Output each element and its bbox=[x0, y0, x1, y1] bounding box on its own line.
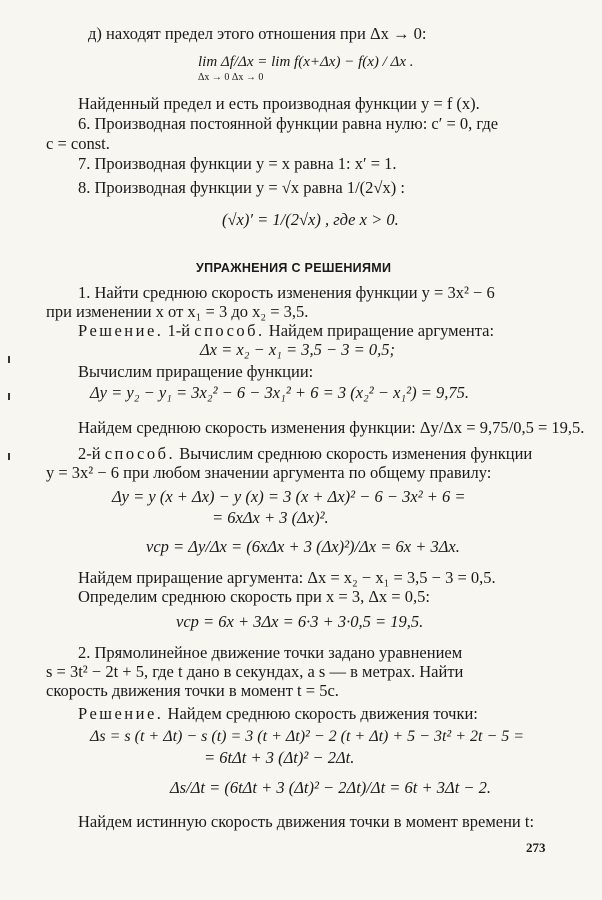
limit-subscript: Δx → 0 Δx → 0 bbox=[198, 72, 264, 83]
delta-y-formula: Δy = y₂ − y₁ = 3x₂² − 6 − 3x₁² + 6 = 3 (x₂² − x₁²) = 9,75. bbox=[90, 383, 469, 402]
limit-formula: lim Δf/Δx = lim f(x+Δx) − f(x) / Δx . bbox=[198, 54, 414, 70]
solution-1-line bbox=[78, 321, 494, 341]
derivative-definition-text: Найденный предел и есть производная функции y = f (x). bbox=[78, 94, 480, 113]
sqrt-derivative-formula: (√x)′ = 1/(2√x) , где x > 0. bbox=[222, 210, 399, 229]
step-d-text: д) находят предел этого отношения при Δx → 0: bbox=[88, 24, 427, 43]
scan-mark bbox=[8, 453, 10, 460]
scan-mark bbox=[8, 356, 10, 363]
exercise-2-continuation-2: скорость движения точки в момент t = 5c. bbox=[46, 681, 339, 700]
general-delta-y-result: = 6xΔx + 3 (Δx)². bbox=[212, 508, 329, 527]
average-velocity-formula: vср = Δy/Δx = (6xΔx + 3 (Δx)²)/Δx = 6x + 3Δx. bbox=[146, 537, 460, 556]
section-heading: УПРАЖНЕНИЯ С РЕШЕНИЯМИ bbox=[196, 261, 392, 275]
exercise-2-text: 2. Прямолинейное движение точки задано уравнением bbox=[78, 643, 463, 662]
solution-2-label: Решение. bbox=[78, 704, 164, 723]
average-velocity-text: Определим среднюю скорость при x = 3, Δx = 0,5: bbox=[78, 587, 430, 606]
method-2-line bbox=[78, 444, 532, 464]
method-2-continuation: y = 3x² − 6 при любом значении аргумента по общему правилу: bbox=[46, 463, 492, 482]
delta-s-formula: Δs = s (t + Δt) − s (t) = 3 (t + Δt)² − 2 (t + Δt) + 5 − 3t² + 2t − 5 = bbox=[90, 728, 525, 745]
scan-mark bbox=[8, 393, 10, 400]
rule-6-text: 6. Производная постоянной функции равна нулю: c′ = 0, где bbox=[78, 114, 499, 133]
exercise-1-text: 1. Найти среднюю скорость изменения функции y = 3x² − 6 bbox=[78, 283, 495, 302]
exercise-1-continuation: при изменении x от x₁ = 3 до x₂ = 3,5. bbox=[46, 302, 309, 321]
rule-8-text: 8. Производная функции y = √x равна 1/(2√x) : bbox=[78, 178, 405, 197]
average-velocity-value: vср = 6x + 3Δx = 6·3 + 3·0,5 = 19,5. bbox=[176, 612, 424, 631]
true-velocity-text: Найдем истинную скорость движения точки в момент времени t: bbox=[78, 812, 535, 831]
rule-6-continuation: c = const. bbox=[46, 134, 110, 153]
method-number: 1-й bbox=[167, 321, 191, 340]
exercise-2-continuation-1: s = 3t² − 2t + 5, где t дано в секундах, а s — в метрах. Найти bbox=[46, 662, 464, 681]
general-delta-y-formula: Δy = y (x + Δx) − y (x) = 3 (x + Δx)² − 6 − 3x² + 6 = bbox=[112, 487, 466, 506]
compute-increment-text: Вычислим приращение функции: bbox=[78, 362, 314, 381]
delta-s-result: = 6tΔt + 3 (Δt)² − 2Δt. bbox=[204, 748, 355, 767]
solution-1-text: Найдем приращение аргумента: bbox=[268, 321, 495, 340]
delta-x-formula: Δx = x₂ − x₁ = 3,5 − 3 = 0,5; bbox=[200, 340, 396, 359]
rule-7-text: 7. Производная функции y = x равна 1: x′ = 1. bbox=[78, 154, 397, 173]
method-2-number: 2-й bbox=[78, 444, 101, 463]
argument-increment-text: Найдем приращение аргумента: Δx = x₂ − x₁ = 3,5 − 3 = 0,5. bbox=[78, 568, 496, 587]
ratio-formula: Δs/Δt = (6tΔt + 3 (Δt)² − 2Δt)/Δt = 6t + 3Δt − 2. bbox=[170, 778, 492, 797]
method-2-label: способ. bbox=[104, 444, 176, 463]
method-2-text: Вычислим среднюю скорость изменения функции bbox=[179, 444, 533, 463]
method-label: способ. bbox=[194, 321, 265, 340]
solution-label: Решение. bbox=[78, 321, 164, 340]
solution-2-text: Найдем среднюю скорость движения точки: bbox=[167, 704, 478, 723]
page-number: 273 bbox=[526, 840, 546, 855]
average-rate-text: Найдем среднюю скорость изменения функции: Δy/Δx = 9,75/0,5 = 19,5. bbox=[78, 418, 585, 437]
solution-2-line bbox=[78, 704, 478, 724]
